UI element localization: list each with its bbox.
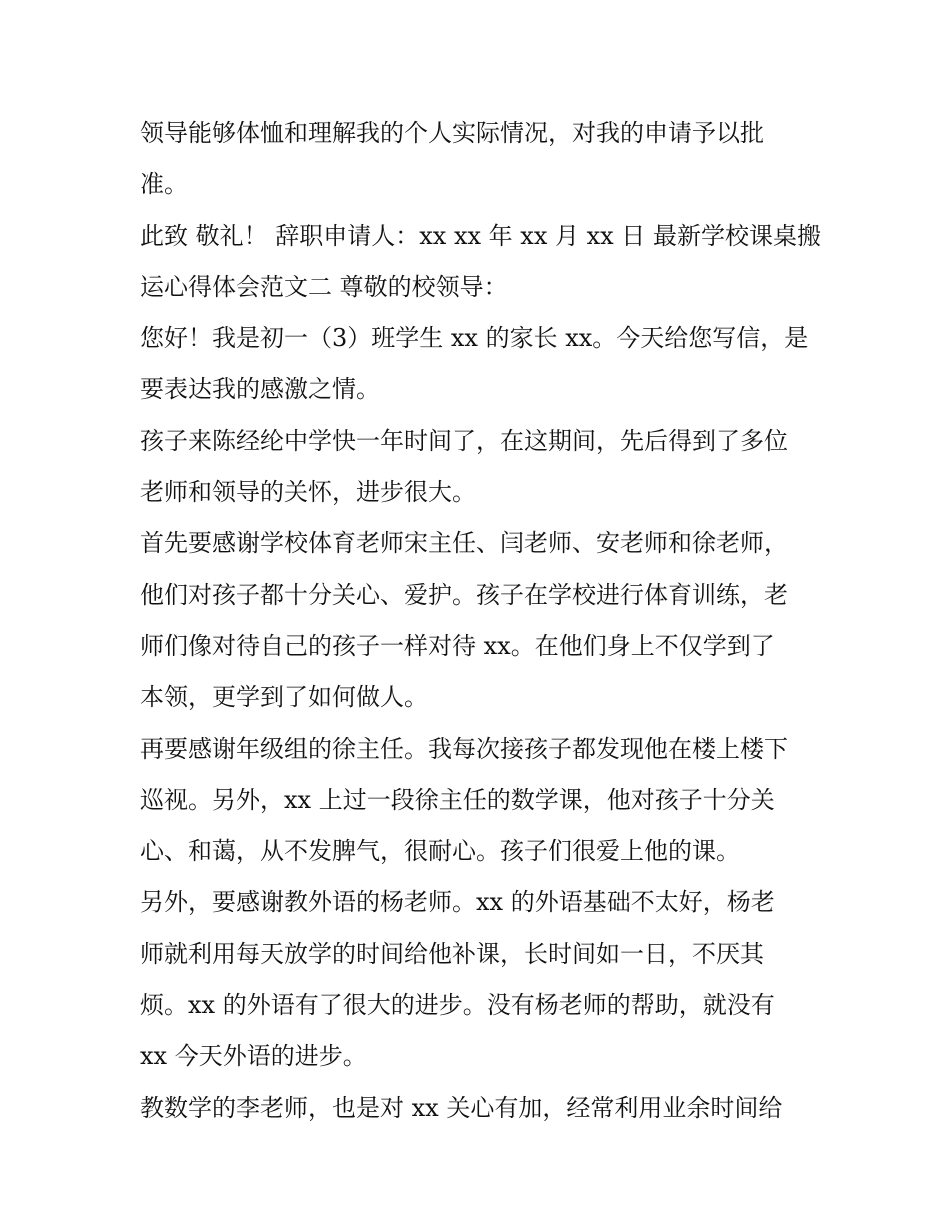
text-line: 再要感谢年级组的徐主任。我每次接孩子都发现他在楼上楼下 bbox=[140, 734, 788, 763]
text-line: 领导能够体恤和理解我的个人实际情况，对我的申请予以批 bbox=[140, 119, 764, 147]
text-line: 他们对孩子都十分关心、爱护。孩子在学校进行体育训练，老 bbox=[140, 580, 788, 609]
text-line: 首先要感谢学校体育老师宋主任、闫老师、安老师和徐老师， bbox=[140, 529, 788, 558]
text-line: 准。 bbox=[140, 170, 188, 199]
text-line: 巡视。另外，xx 上过一段徐主任的数学课，他对孩子十分关 bbox=[140, 785, 775, 814]
text-line: 本领，更学到了如何做人。 bbox=[140, 683, 428, 712]
text-line: 另外，要感谢教外语的杨老师。xx 的外语基础不太好，杨老 bbox=[140, 888, 775, 917]
text-line: 师就利用每天放学的时间给他补课，长时间如一日，不厌其 bbox=[140, 939, 764, 968]
text-line: 要表达我的感激之情。 bbox=[140, 375, 380, 404]
text-line: 您好！我是初一（3）班学生 xx 的家长 xx。今天给您写信，是 bbox=[140, 324, 809, 353]
text-line: 教数学的李老师，也是对 xx 关心有加，经常利用业余时间给 bbox=[140, 1093, 783, 1122]
text-line: 此致 敬礼！ 辞职申请人：xx xx 年 xx 月 xx 日 最新学校课桌搬 bbox=[140, 221, 821, 250]
text-line: 师们像对待自己的孩子一样对待 xx。在他们身上不仅学到了 bbox=[140, 631, 775, 660]
text-line: xx 今天外语的进步。 bbox=[140, 1042, 367, 1071]
text-line: 孩子来陈经纶中学快一年时间了，在这期间，先后得到了多位 bbox=[140, 426, 788, 455]
document-body bbox=[140, 108, 821, 1134]
text-line: 心、和蔼，从不发脾气，很耐心。孩子们很爱上他的课。 bbox=[140, 837, 740, 866]
text-line: 烦。xx 的外语有了很大的进步。没有杨老师的帮助，就没有 bbox=[140, 991, 775, 1020]
text-line: 运心得体会范文二 尊敬的校领导： bbox=[140, 272, 508, 301]
text-line: 老师和领导的关怀，进步很大。 bbox=[140, 478, 476, 507]
